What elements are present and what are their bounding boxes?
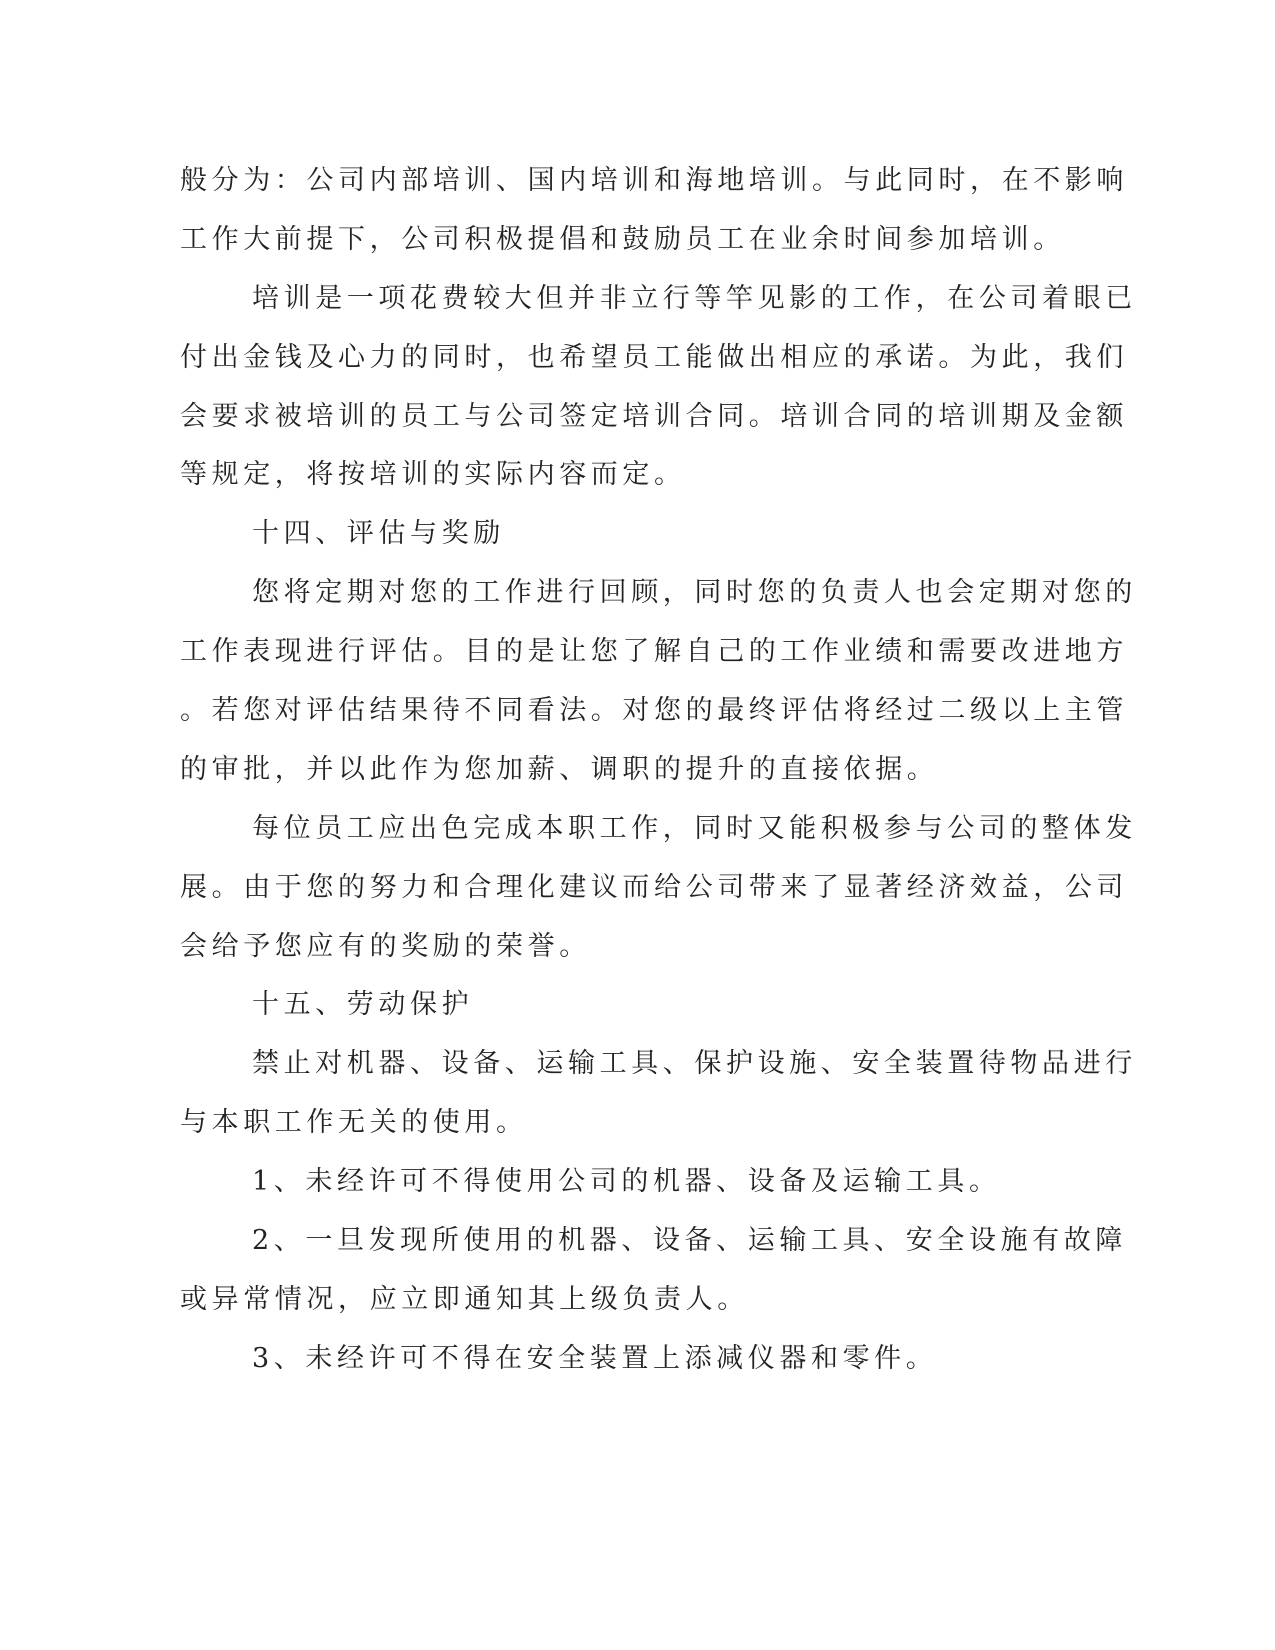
text-line: 般分为：公司内部培训、国内培训和海地培训。与此同时，在不影响 <box>180 165 1128 196</box>
section-heading: 十五、劳动保护 <box>252 989 474 1021</box>
text-line: 禁止对机器、设备、运输工具、保护设施、安全装置待物品进行 <box>252 1048 1137 1080</box>
text-line: 的审批，并以此作为您加薪、调职的提升的直接依据。 <box>180 753 939 785</box>
text-line: 或异常情况，应立即通知其上级负责人。 <box>180 1283 749 1315</box>
text-line: 您将定期对您的工作进行回顾，同时您的负责人也会定期对您的 <box>252 577 1137 609</box>
text-line: 付出金钱及心力的同时，也希望员工能做出相应的承诺。为此，我们 <box>180 341 1128 373</box>
text-line: 工作大前提下，公司积极提倡和鼓励员工在业余时间参加培训。 <box>180 223 1065 255</box>
text-line: 。若您对评估结果待不同看法。对您的最终评估将经过二级以上主管 <box>180 695 1128 727</box>
text-line: 展。由于您的努力和合理化建议而给公司带来了显著经济效益，公司 <box>180 871 1128 903</box>
text-line: 等规定，将按培训的实际内容而定。 <box>180 459 686 491</box>
section-heading: 十四、评估与奖励 <box>252 518 505 550</box>
text-line: 与本职工作无关的使用。 <box>180 1107 528 1139</box>
text-line: 培训是一项花费较大但并非立行等竿见影的工作，在公司着眼已 <box>252 282 1137 314</box>
text-line: 每位员工应出色完成本职工作，同时又能积极参与公司的整体发 <box>252 812 1137 844</box>
list-item: 1、未经许可不得使用公司的机器、设备及运输工具。 <box>252 1166 1001 1198</box>
list-item: 2、一旦发现所使用的机器、设备、运输工具、安全设施有故障 <box>252 1225 1127 1257</box>
text-line: 会给予您应有的奖励的荣誉。 <box>180 930 591 962</box>
list-item: 3、未经许可不得在安全装置上添减仪器和零件。 <box>252 1342 938 1374</box>
document-body <box>180 152 1137 1389</box>
text-line: 会要求被培训的员工与公司签定培训合同。培训合同的培训期及金额 <box>180 400 1128 432</box>
text-line: 工作表现进行评估。目的是让您了解自己的工作业绩和需要改进地方 <box>180 636 1128 668</box>
